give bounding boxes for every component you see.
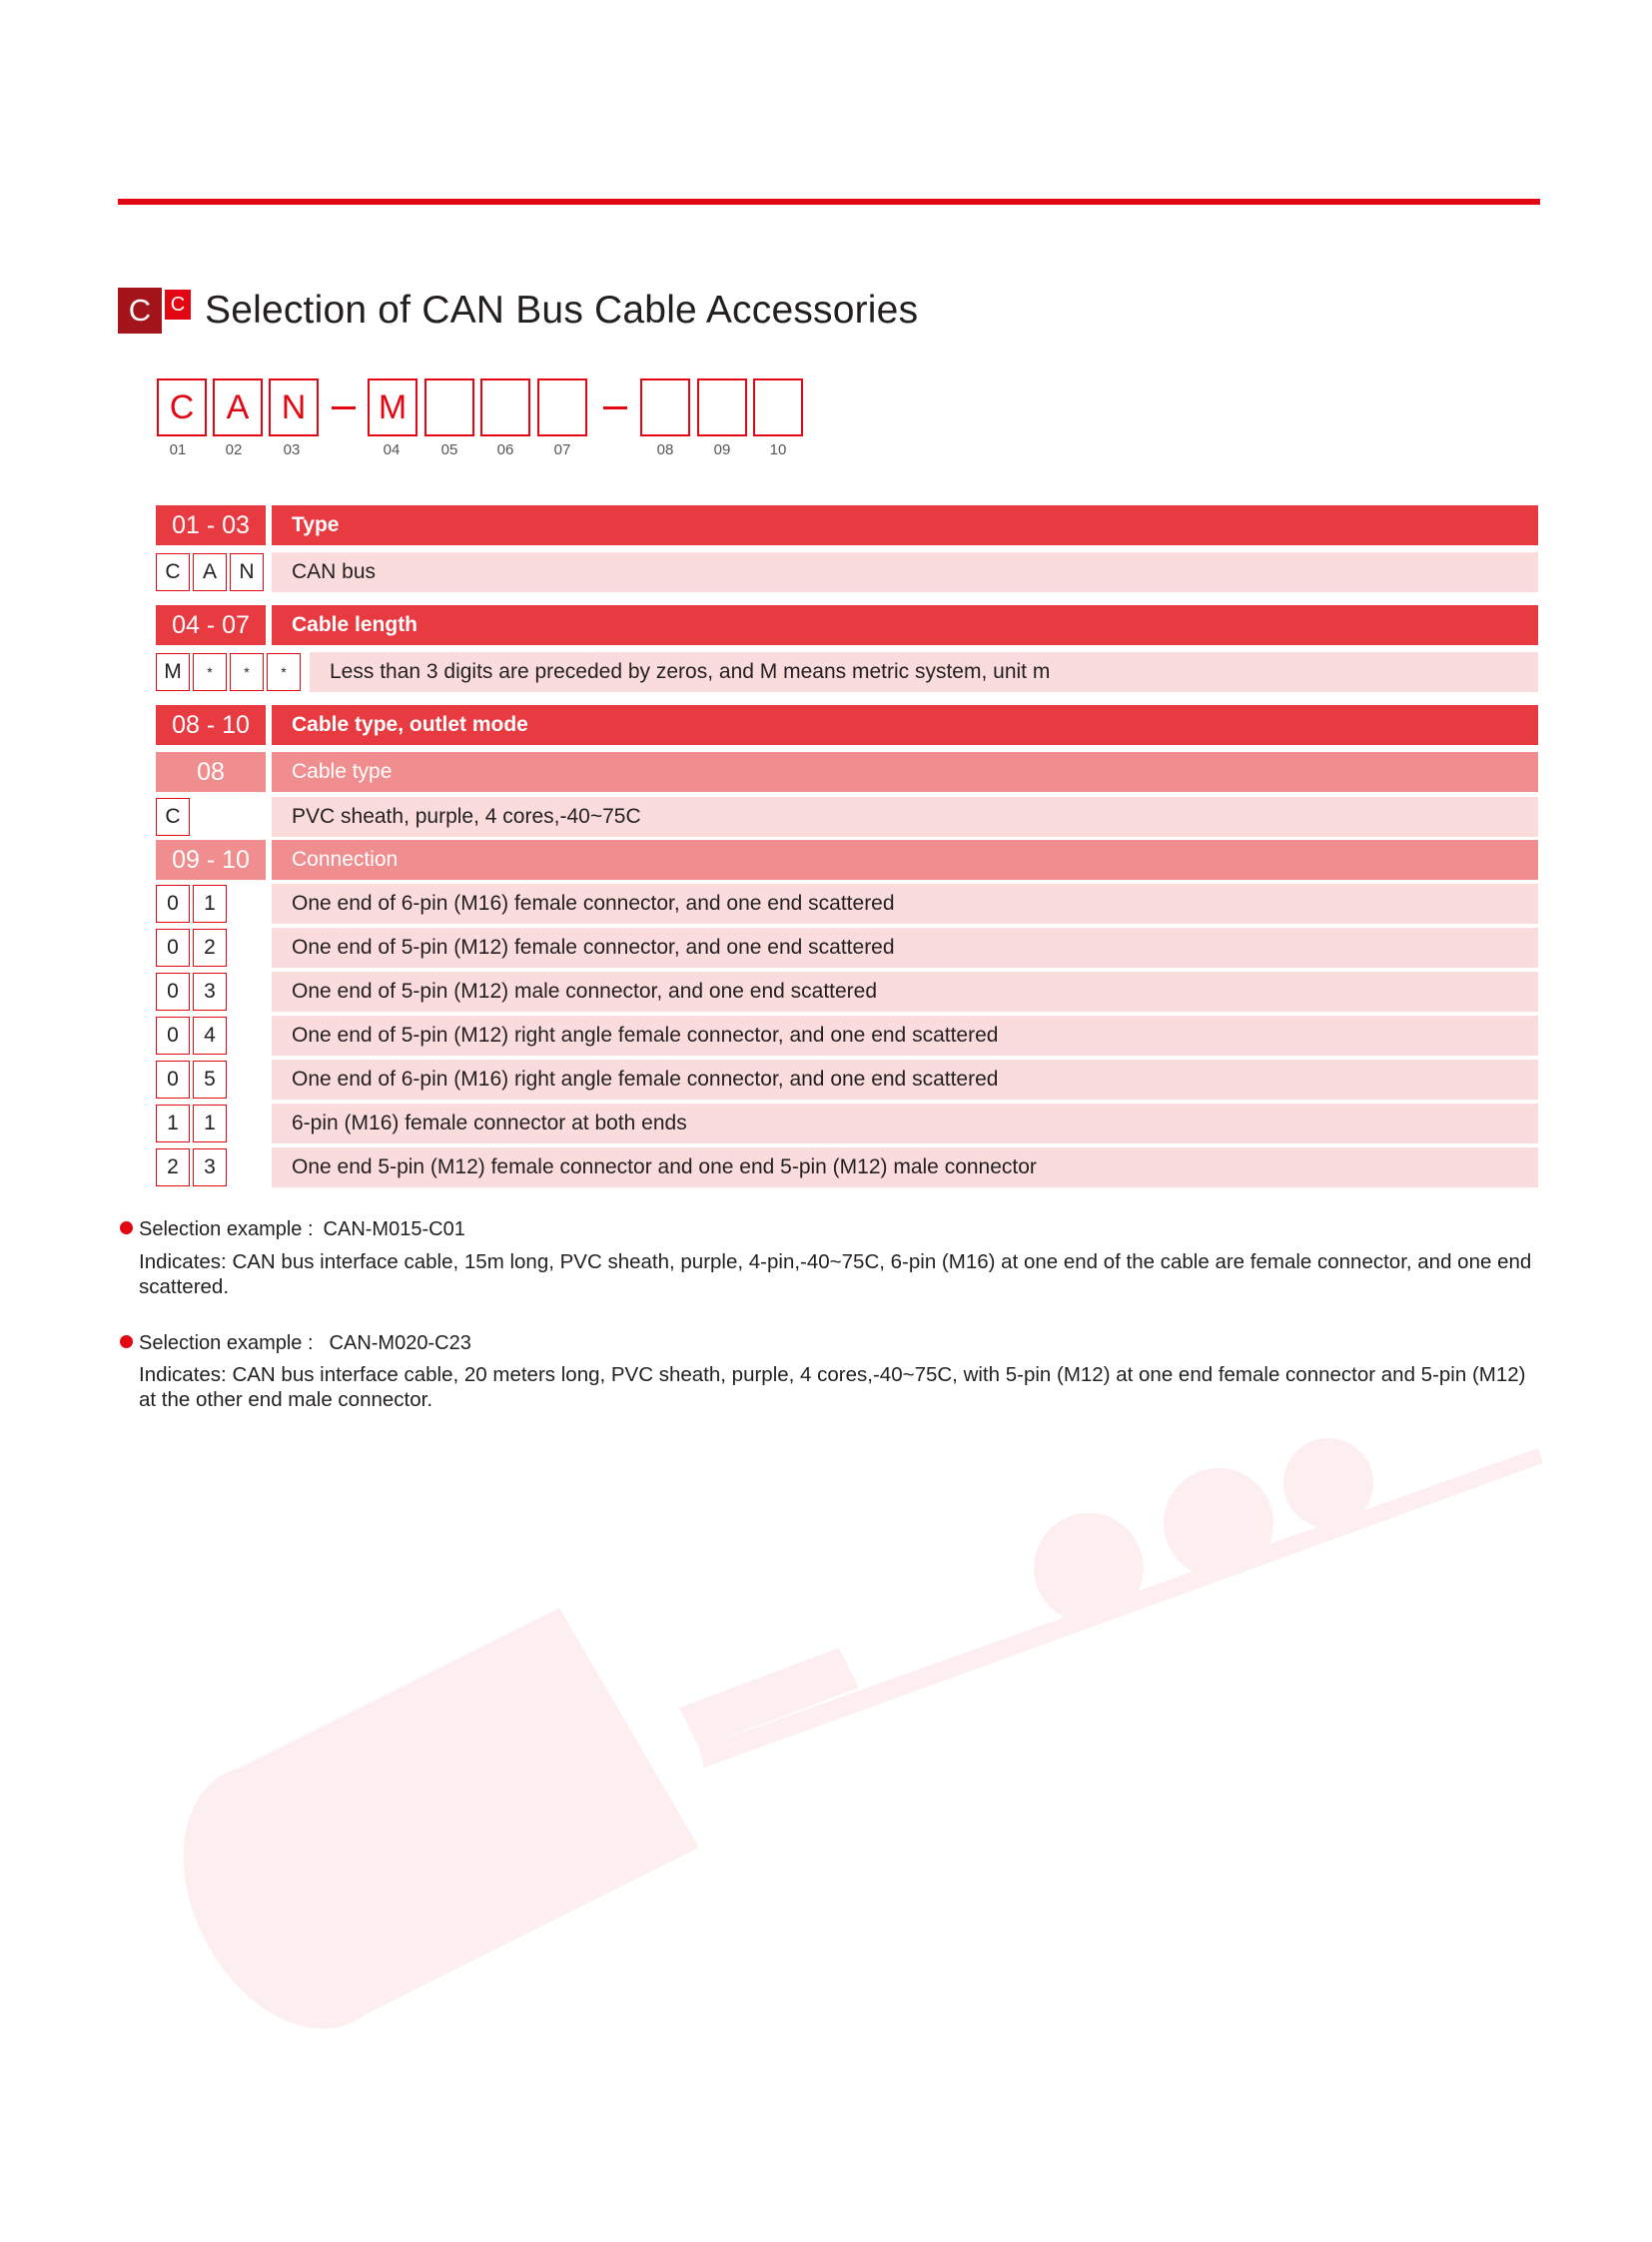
- code-cell: N: [230, 553, 264, 591]
- range-label: 08 - 10: [156, 705, 266, 745]
- range-label: 04 - 07: [156, 605, 266, 645]
- code-cell: *: [230, 653, 264, 691]
- row-description: Less than 3 digits are preceded by zeros, and M means metric system, unit m: [310, 652, 1538, 692]
- example-description: Indicates: CAN bus interface cable, 15m long, PVC sheath, purple, 4-pin,-40~75C, 6-pin (M16) at one end of the cable are female connector, and one end scattered.: [139, 1250, 1532, 1298]
- code-cells: [156, 1147, 266, 1187]
- section-label: Cable type: [272, 752, 1538, 792]
- section-label: Type: [272, 505, 1538, 545]
- section-badge-large: C: [118, 288, 162, 334]
- code-cell: 0: [156, 929, 190, 967]
- code-box-08: [640, 378, 690, 436]
- code-cell: C: [156, 798, 190, 836]
- example-description: Indicates: CAN bus interface cable, 20 meters long, PVC sheath, purple, 4 cores,-40~75C, with 5-pin (M12) at one end female connector and 5-pin (M12) at the other end male connector.: [139, 1363, 1526, 1411]
- code-cell: 1: [193, 885, 227, 923]
- code-cell: A: [193, 553, 227, 591]
- code-box-09: [697, 378, 747, 436]
- row-description: CAN bus: [272, 552, 1538, 592]
- code-cell: *: [193, 653, 227, 691]
- code-cell: 1: [156, 1105, 190, 1142]
- code-index: 01: [169, 441, 187, 458]
- code-cell: 2: [193, 929, 227, 967]
- bullet-icon: [120, 1335, 133, 1348]
- connection-row: [156, 928, 1538, 968]
- bullet-icon: [120, 1221, 133, 1234]
- connection-row: [156, 884, 1538, 924]
- code-index: 06: [496, 441, 514, 458]
- code-cells: [156, 972, 266, 1012]
- code-cells: [156, 1104, 266, 1143]
- row-description: One end of 6-pin (M16) female connector, and one end scattered: [272, 884, 1538, 924]
- code-index: 10: [769, 441, 787, 458]
- top-rule: [118, 199, 1540, 205]
- row-description: One end of 5-pin (M12) male connector, and one end scattered: [272, 972, 1538, 1012]
- code-cell: 0: [156, 885, 190, 923]
- example-code: CAN-M015-C01: [323, 1218, 465, 1240]
- example-label: Selection example :: [139, 1218, 314, 1240]
- connection-row: [156, 1104, 1538, 1143]
- row-description: PVC sheath, purple, 4 cores,-40~75C: [272, 797, 1538, 837]
- code-cells: [156, 928, 266, 968]
- table-subheader-cable-type: [156, 752, 1538, 792]
- code-index: 04: [383, 441, 401, 458]
- code-index: 02: [225, 441, 243, 458]
- table-row: [156, 652, 1538, 692]
- code-cell: 3: [193, 1148, 227, 1186]
- code-cells: [156, 1016, 266, 1056]
- page-title: Selection of CAN Bus Cable Accessories: [205, 289, 919, 332]
- table-row: [156, 552, 1538, 592]
- code-box-07: [537, 378, 587, 436]
- range-label: 09 - 10: [156, 840, 266, 880]
- code-box-04: M: [368, 378, 417, 436]
- code-box-10: [753, 378, 803, 436]
- table-subheader-connection: [156, 840, 1538, 880]
- connection-row: [156, 1016, 1538, 1056]
- code-cells: [156, 884, 266, 924]
- code-index: 07: [553, 441, 571, 458]
- range-label: 08: [156, 752, 266, 792]
- code-box-02: A: [213, 378, 263, 436]
- section-label: Cable type, outlet mode: [272, 705, 1538, 745]
- code-cell: 5: [193, 1061, 227, 1099]
- code-cell: M: [156, 653, 190, 691]
- code-index: 03: [283, 441, 301, 458]
- code-dash: [332, 406, 356, 409]
- code-cells: [156, 797, 266, 837]
- selection-example-1: [120, 1217, 465, 1242]
- code-box-06: [480, 378, 530, 436]
- code-index: 08: [656, 441, 674, 458]
- code-box-03: N: [269, 378, 319, 436]
- row-description: 6-pin (M16) female connector at both ends: [272, 1104, 1538, 1143]
- row-description: One end 5-pin (M12) female connector and one end 5-pin (M12) male connector: [272, 1147, 1538, 1187]
- code-dash: [603, 406, 627, 409]
- code-cells: [156, 652, 304, 692]
- code-cell: 0: [156, 1061, 190, 1099]
- code-cell: 0: [156, 973, 190, 1011]
- code-cell: 3: [193, 973, 227, 1011]
- table-header-length: [156, 605, 1538, 645]
- table-header-type: [156, 505, 1538, 545]
- table-row: [156, 797, 1538, 837]
- code-cells: [156, 1060, 266, 1100]
- section-label: Connection: [272, 840, 1538, 880]
- code-cells: [156, 552, 266, 592]
- code-cell: C: [156, 553, 190, 591]
- code-cell: 1: [193, 1105, 227, 1142]
- code-cell: 4: [193, 1017, 227, 1055]
- code-index: 05: [440, 441, 458, 458]
- example-code: CAN-M020-C23: [329, 1332, 471, 1354]
- selection-example-2: [120, 1331, 471, 1356]
- code-cell: *: [267, 653, 301, 691]
- row-description: One end of 6-pin (M16) right angle female connector, and one end scattered: [272, 1060, 1538, 1100]
- section-label: Cable length: [272, 605, 1538, 645]
- connection-row: [156, 972, 1538, 1012]
- sensor-product-image: [140, 1418, 1578, 2037]
- table-header-cable: [156, 705, 1538, 745]
- example-label: Selection example :: [139, 1332, 314, 1354]
- range-label: 01 - 03: [156, 505, 266, 545]
- connection-row: [156, 1060, 1538, 1100]
- section-title: [118, 287, 918, 335]
- section-badge-small: C: [165, 290, 191, 320]
- code-box-05: [424, 378, 474, 436]
- code-box-01: C: [157, 378, 207, 436]
- code-index: 09: [713, 441, 731, 458]
- row-description: One end of 5-pin (M12) female connector, and one end scattered: [272, 928, 1538, 968]
- code-cell: 2: [156, 1148, 190, 1186]
- row-description: One end of 5-pin (M12) right angle female connector, and one end scattered: [272, 1016, 1538, 1056]
- connection-row: [156, 1147, 1538, 1187]
- code-cell: 0: [156, 1017, 190, 1055]
